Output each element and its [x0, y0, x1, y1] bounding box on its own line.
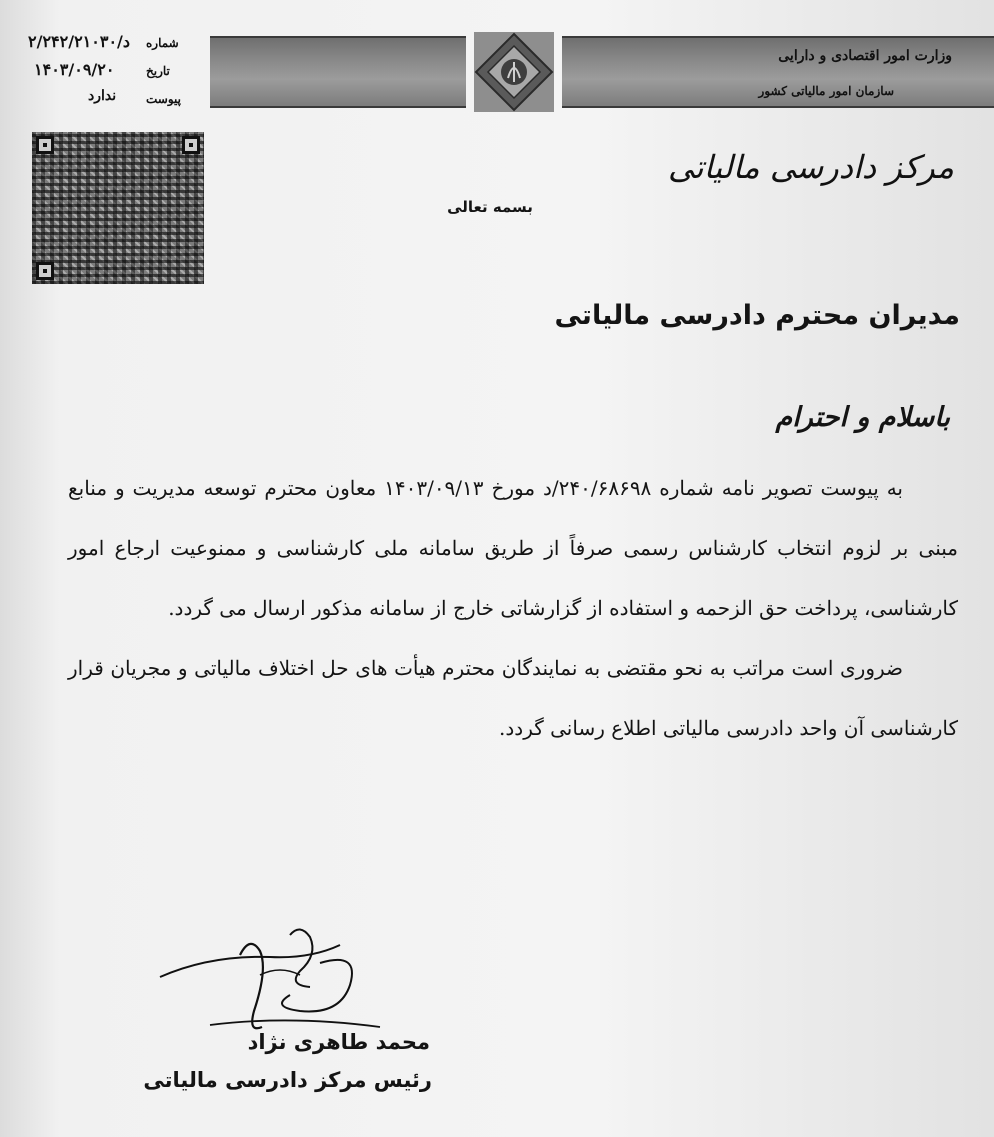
letter-number: ۲/۲۴۲/۲۱۰۳۰/د	[28, 32, 130, 51]
attachment-value: ندارد	[88, 88, 117, 104]
addressee: مدیران محترم دادرسی مالیاتی	[554, 300, 960, 331]
signatory-name: محمد طاهری نژاد	[247, 1030, 430, 1054]
band-rule	[562, 106, 994, 108]
band-rule	[210, 36, 466, 38]
org-title: مرکز دادرسی مالیاتی	[668, 148, 954, 186]
band-rule	[210, 106, 466, 108]
signatory-title: رئیس مرکز دادرسی مالیاتی	[143, 1068, 432, 1092]
ministry-name: وزارت امور اقتصادی و دارایی	[778, 48, 952, 64]
organization-name: سازمان امور مالیاتی کشور	[758, 84, 894, 98]
date-label: تاریخ	[146, 64, 170, 78]
letter-date: ۱۴۰۳/۰۹/۲۰	[34, 60, 115, 79]
letter-body	[68, 458, 958, 758]
letter-meta	[28, 32, 188, 112]
greeting: باسلام و احترام	[775, 402, 950, 433]
attachment-label: پیوست	[146, 92, 181, 106]
number-label: شماره	[146, 36, 179, 50]
band-rule	[562, 36, 994, 38]
header-band-left	[210, 36, 466, 108]
qr-code-icon	[32, 132, 204, 284]
body-paragraph-2: ضروری است مراتب به نحو مقتضی به نمایندگان محترم هیأت های حل اختلاف مالیاتی و مجریان قرار کارشناسی آن واحد دادرسی مالیاتی اطلاع رسانی گردد.	[68, 656, 958, 740]
state-emblem-icon	[470, 28, 558, 116]
invocation: بسمه تعالی	[447, 198, 533, 216]
body-paragraph-1: به پیوست تصویر نامه شماره ۲۴۰/۶۸۶۹۸/د مورخ ۱۴۰۳/۰۹/۱۳ معاون محترم توسعه مدیریت و منابع مبنی بر لزوم انتخاب کارشناس رسمی صرفاً از طریق سامانه ملی کارشناسی و ممنوعیت ارجاع امور کارشناسی، پرداخت حق الزحمه و استفاده از گزارشاتی خارج از سامانه مذکور ارسال می گردد.	[68, 476, 958, 620]
